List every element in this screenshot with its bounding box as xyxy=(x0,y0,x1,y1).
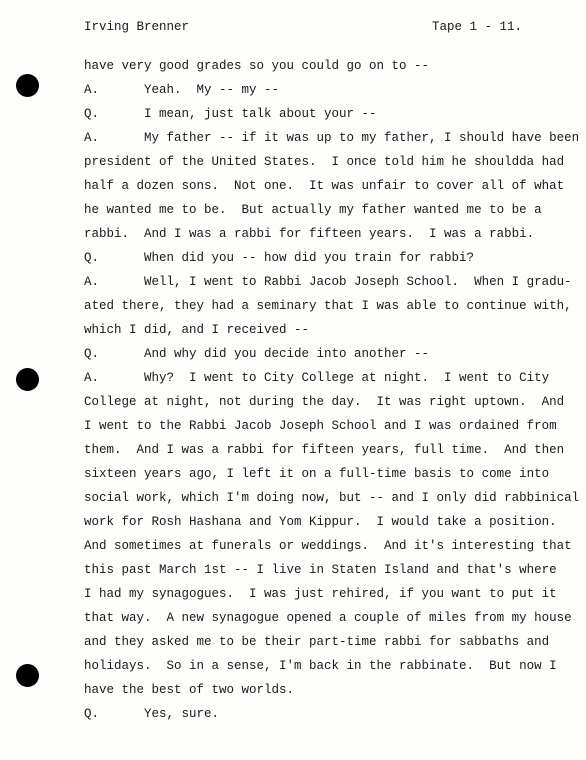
transcript-line: Q. And why did you decide into another -- xyxy=(84,347,430,361)
transcript-line: half a dozen sons. Not one. It was unfair to cover all of what xyxy=(84,179,565,193)
transcript-line: A. My father -- if it was up to my father, I should have been xyxy=(84,131,580,145)
transcript-line: president of the United States. I once told him he shouldda had xyxy=(84,155,565,169)
transcript-line: A. Well, I went to Rabbi Jacob Joseph School. When I gradu- xyxy=(84,275,572,289)
transcript-line: I had my synagogues. I was just rehired, if you want to put it xyxy=(84,587,557,601)
binder-hole-top xyxy=(16,74,39,97)
tape-page-number: Tape 1 - 11. xyxy=(432,20,523,34)
transcript-line: A. Why? I went to City College at night. I went to City xyxy=(84,371,550,385)
transcript-line: have very good grades so you could go on to -- xyxy=(84,59,430,73)
transcript-line: Q. When did you -- how did you train for rabbi? xyxy=(84,251,475,265)
transcript-line: Q. I mean, just talk about your -- xyxy=(84,107,377,121)
transcript-line: this past March 1st -- I live in Staten Island and that's where xyxy=(84,563,557,577)
transcript-line: College at night, not during the day. It was right uptown. And xyxy=(84,395,565,409)
transcript-line: and they asked me to be their part-time rabbi for sabbaths and xyxy=(84,635,550,649)
binder-hole-middle xyxy=(16,368,39,391)
transcript-line: Q. Yes, sure. xyxy=(84,707,220,721)
transcript-line: A. Yeah. My -- my -- xyxy=(84,83,280,97)
transcript-line: And sometimes at funerals or weddings. And it's interesting that xyxy=(84,539,572,553)
binder-hole-bottom xyxy=(16,664,39,687)
transcript-line: he wanted me to be. But actually my father wanted me to be a xyxy=(84,203,542,217)
transcript-line: work for Rosh Hashana and Yom Kippur. I would take a position. xyxy=(84,515,557,529)
transcript-line: holidays. So in a sense, I'm back in the rabbinate. But now I xyxy=(84,659,557,673)
transcript-line: ated there, they had a seminary that I was able to continue with, xyxy=(84,299,572,313)
transcript-line: them. And I was a rabbi for fifteen years, full time. And then xyxy=(84,443,565,457)
transcript-line: I went to the Rabbi Jacob Joseph School and I was ordained from xyxy=(84,419,557,433)
interviewee-name: Irving Brenner xyxy=(84,20,190,34)
transcript-line: rabbi. And I was a rabbi for fifteen years. I was a rabbi. xyxy=(84,227,535,241)
transcript-line: which I did, and I received -- xyxy=(84,323,310,337)
transcript-line: that way. A new synagogue opened a couple of miles from my house xyxy=(84,611,572,625)
transcript-line: sixteen years ago, I left it on a full-time basis to come into xyxy=(84,467,550,481)
transcript-line: social work, which I'm doing now, but -- and I only did rabbinical xyxy=(84,491,580,505)
transcript-line: have the best of two worlds. xyxy=(84,683,295,697)
